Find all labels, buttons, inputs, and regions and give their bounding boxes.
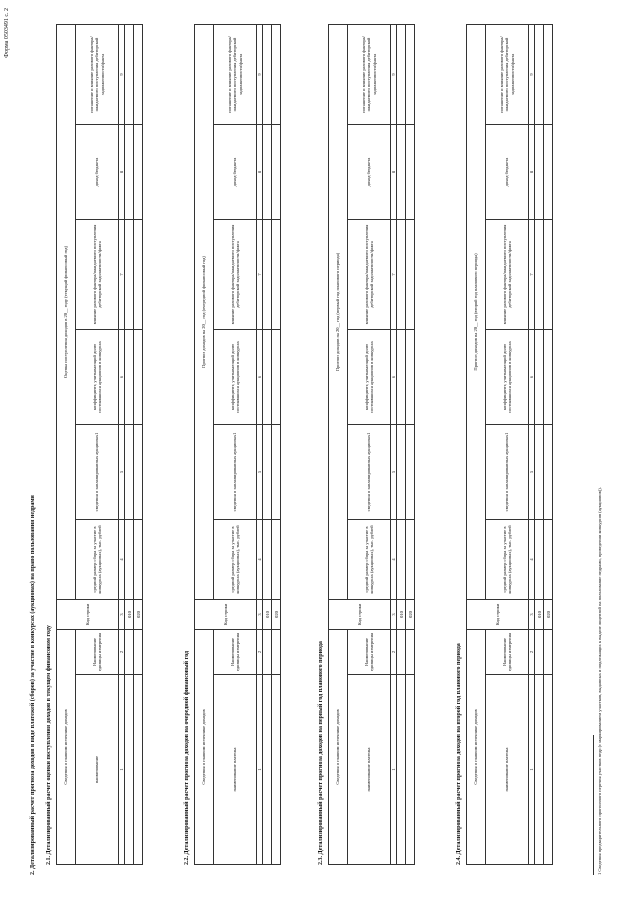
section-title: 2.1. Детализированный расчет оценки поступления доходов в текущем финансовом году [46, 625, 52, 865]
column-number: 3 [257, 599, 263, 629]
column-number: 2 [529, 629, 535, 674]
header-col9: погашение и влияние разового фактора/ожидаемого поступления дебиторской задолженности/факта [486, 24, 529, 124]
header-col7: влияние разового фактора/ожидаемого поступления дебиторской задолженности/факта [76, 219, 119, 329]
header-source-info: Сведения о главном источнике доходов [467, 629, 486, 864]
column-number: 2 [119, 629, 125, 674]
column-number: 6 [529, 329, 535, 424]
column-number: 3 [391, 599, 397, 629]
header-col5: сведения о запланированных аукционах1 [348, 424, 391, 519]
table-row [125, 24, 134, 864]
table-cell [397, 329, 406, 424]
table-cell [544, 24, 553, 124]
calc-table [466, 24, 553, 865]
table-cell [272, 124, 281, 219]
row-code: 020 [272, 599, 281, 629]
table-cell [125, 219, 134, 329]
header-row [57, 24, 76, 864]
row-code: 010 [397, 599, 406, 629]
header-col6: коэффициент, учитывающий долю состоявшихся аукционов в конкурсах [486, 329, 529, 424]
row-code: 010 [535, 599, 544, 629]
table-cell [134, 629, 143, 674]
header-source-info: Сведения о главном источнике доходов [57, 629, 76, 864]
header-col9: погашение и влияние разового фактора/ожидаемого поступления дебиторской задолженности/факта [214, 24, 257, 124]
column-number: 9 [257, 24, 263, 124]
table-cell [544, 219, 553, 329]
header-code: Код строки [195, 599, 257, 629]
row-code: 020 [406, 599, 415, 629]
table-cell [397, 24, 406, 124]
row-code: 010 [125, 599, 134, 629]
table-cell [406, 124, 415, 219]
header-group: Оценка поступления доходов в 20__ году (текущий финансовый год) [57, 24, 76, 599]
table-cell [535, 424, 544, 519]
table-cell [535, 519, 544, 599]
table-cell [272, 219, 281, 329]
table-cell [397, 629, 406, 674]
table-cell [406, 329, 415, 424]
table-cell [397, 124, 406, 219]
header-col6: коэффициент, учитывающий долю состоявшихся аукционов в конкурсах [214, 329, 257, 424]
header-col5: сведения о запланированных аукционах1 [76, 424, 119, 519]
header-col7: влияние разового фактора/ожидаемого поступления дебиторской задолженности/факта [348, 219, 391, 329]
column-number: 1 [119, 675, 125, 865]
table-cell [544, 675, 553, 865]
table-cell [406, 519, 415, 599]
column-number: 6 [119, 329, 125, 424]
header-name: наименование платежа [486, 675, 529, 865]
header-unit: Наименование единицы измерения [486, 629, 529, 674]
header-source-info: Сведения о главном источнике доходов [329, 629, 348, 864]
table-cell [535, 629, 544, 674]
column-number: 3 [119, 599, 125, 629]
column-number: 8 [257, 124, 263, 219]
header-name: наименование платежа [348, 675, 391, 865]
table-cell [535, 219, 544, 329]
table-cell [397, 424, 406, 519]
header-group: Прогноз доходов на 20__ год (очередной финансовый год) [195, 24, 214, 599]
table-cell [272, 24, 281, 124]
table-cell [406, 675, 415, 865]
header-col5: сведения о запланированных аукционах1 [486, 424, 529, 519]
column-number: 3 [529, 599, 535, 629]
table-cell [263, 675, 272, 865]
header-col4: средний размер сбора за участие в конкурсах (аукционах), тыс. рублей [486, 519, 529, 599]
table-cell [263, 519, 272, 599]
header-col8: доход бюджета [76, 124, 119, 219]
table-cell [125, 329, 134, 424]
column-number: 6 [257, 329, 263, 424]
header-unit: Наименование единицы измерения [348, 629, 391, 674]
header-group: Прогноз доходов на 20__ год (первый год планового периода) [329, 24, 348, 599]
table-cell [544, 424, 553, 519]
column-number: 9 [119, 24, 125, 124]
table-cell [406, 219, 415, 329]
footnote-divider [593, 735, 594, 875]
column-number: 1 [391, 675, 397, 865]
table-cell [125, 675, 134, 865]
header-col8: доход бюджета [348, 124, 391, 219]
table-row [406, 24, 415, 864]
table-row [544, 24, 553, 864]
column-number: 4 [391, 519, 397, 599]
table-cell [272, 519, 281, 599]
section-title: 2.2. Детализированный расчет прогноза доходов на очередной финансовый год [184, 650, 190, 865]
column-number: 7 [257, 219, 263, 329]
table-cell [263, 424, 272, 519]
table-cell [406, 629, 415, 674]
header-col8: доход бюджета [214, 124, 257, 219]
header-col9: погашение и влияние разового фактора/ожидаемого поступления дебиторской задолженности/факта [348, 24, 391, 124]
page-title: 2. Детализированный расчет прогноза доходов в виде платежей (сборов) за участие в конкурсах (аукционах) на право пользования недрами [30, 495, 36, 875]
table-cell [535, 24, 544, 124]
table-cell [263, 124, 272, 219]
column-number: 7 [391, 219, 397, 329]
table-cell [263, 24, 272, 124]
header-code: Код строки [329, 599, 391, 629]
header-group: Прогноз доходов на 20__ год (второй год планового периода) [467, 24, 486, 599]
table-row [535, 24, 544, 864]
table-cell [397, 219, 406, 329]
table-cell [134, 675, 143, 865]
table-cell [125, 124, 134, 219]
column-number: 5 [391, 424, 397, 519]
header-name: наименование [76, 675, 119, 865]
table-cell [125, 519, 134, 599]
column-number: 4 [119, 519, 125, 599]
table-cell [125, 629, 134, 674]
header-col9: погашение и влияние разового фактора/ожидаемого поступления дебиторской задолженности/факта [76, 24, 119, 124]
header-code: Код строки [467, 599, 529, 629]
table-cell [134, 519, 143, 599]
column-number: 5 [529, 424, 535, 519]
table-cell [272, 424, 281, 519]
column-number: 8 [119, 124, 125, 219]
table-row [263, 24, 272, 864]
section-title: 2.3. Детализированный расчет прогноза доходов на первый год планового периода [318, 641, 324, 865]
table-cell [263, 329, 272, 424]
header-col6: коэффициент, учитывающий долю состоявшихся аукционов в конкурсах [76, 329, 119, 424]
table-cell [263, 219, 272, 329]
table-cell [397, 519, 406, 599]
header-col7: влияние разового фактора/ожидаемого поступления дебиторской задолженности/факта [486, 219, 529, 329]
table-cell [134, 219, 143, 329]
table-cell [544, 519, 553, 599]
column-number: 5 [257, 424, 263, 519]
header-col5: сведения о запланированных аукционах1 [214, 424, 257, 519]
column-number: 8 [391, 124, 397, 219]
table-cell [535, 124, 544, 219]
table-cell [535, 329, 544, 424]
header-code: Код строки [57, 599, 119, 629]
header-col8: доход бюджета [486, 124, 529, 219]
header-col4: средний размер сбора за участие в конкурсах (аукционах), тыс. рублей [214, 519, 257, 599]
column-number: 2 [391, 629, 397, 674]
column-number: 9 [529, 24, 535, 124]
table-row [272, 24, 281, 864]
table-cell [272, 675, 281, 865]
table-cell [406, 24, 415, 124]
column-number: 8 [529, 124, 535, 219]
table-row [134, 24, 143, 864]
row-code: 010 [263, 599, 272, 629]
table-cell [397, 675, 406, 865]
header-col4: средний размер сбора за участие в конкурсах (аукционах), тыс. рублей [76, 519, 119, 599]
column-number: 9 [391, 24, 397, 124]
table-cell [134, 329, 143, 424]
table-cell [263, 629, 272, 674]
column-number: 7 [529, 219, 535, 329]
header-row [467, 24, 486, 864]
form-number: Форма 0503491 с. 2 [4, 8, 10, 58]
table-cell [535, 675, 544, 865]
row-code: 020 [544, 599, 553, 629]
row-code: 020 [134, 599, 143, 629]
table-cell [544, 329, 553, 424]
header-row [329, 24, 348, 864]
column-number: 7 [119, 219, 125, 329]
column-number: 5 [119, 424, 125, 519]
column-number: 1 [257, 675, 263, 865]
column-number: 2 [257, 629, 263, 674]
header-name: наименование платежа [214, 675, 257, 865]
section-title: 2.4. Детализированный расчет прогноза доходов на второй год планового периода [456, 643, 462, 865]
table-row [397, 24, 406, 864]
table-cell [272, 329, 281, 424]
calc-table [194, 24, 281, 865]
header-row [195, 24, 214, 864]
header-unit: Наименование единицы измерения [214, 629, 257, 674]
column-number: 4 [529, 519, 535, 599]
header-col6: коэффициент, учитывающий долю состоявшихся аукционов в конкурсах [348, 329, 391, 424]
header-col4: средний размер сбора за участие в конкурсах (аукционах), тыс. рублей [348, 519, 391, 599]
header-unit: Наименование единицы измерения [76, 629, 119, 674]
header-col7: влияние разового фактора/ожидаемого поступления дебиторской задолженности/факта [214, 219, 257, 329]
header-source-info: Сведения о главном источнике доходов [195, 629, 214, 864]
table-cell [544, 629, 553, 674]
table-cell [406, 424, 415, 519]
table-cell [544, 124, 553, 219]
table-cell [134, 424, 143, 519]
calc-table [328, 24, 415, 865]
footnote: 1 Сведения предварительного прогнозного перечня участков недр (с маркированием участков, выданных и подлежащих к выдаче лицензий на пользование недрами, проведении конкурсов (аукционов)). [597, 487, 602, 875]
table-cell [272, 629, 281, 674]
table-cell [125, 24, 134, 124]
table-cell [125, 424, 134, 519]
column-number: 6 [391, 329, 397, 424]
calc-table [56, 24, 143, 865]
table-cell [134, 124, 143, 219]
column-number: 4 [257, 519, 263, 599]
table-cell [134, 24, 143, 124]
column-number: 1 [529, 675, 535, 865]
